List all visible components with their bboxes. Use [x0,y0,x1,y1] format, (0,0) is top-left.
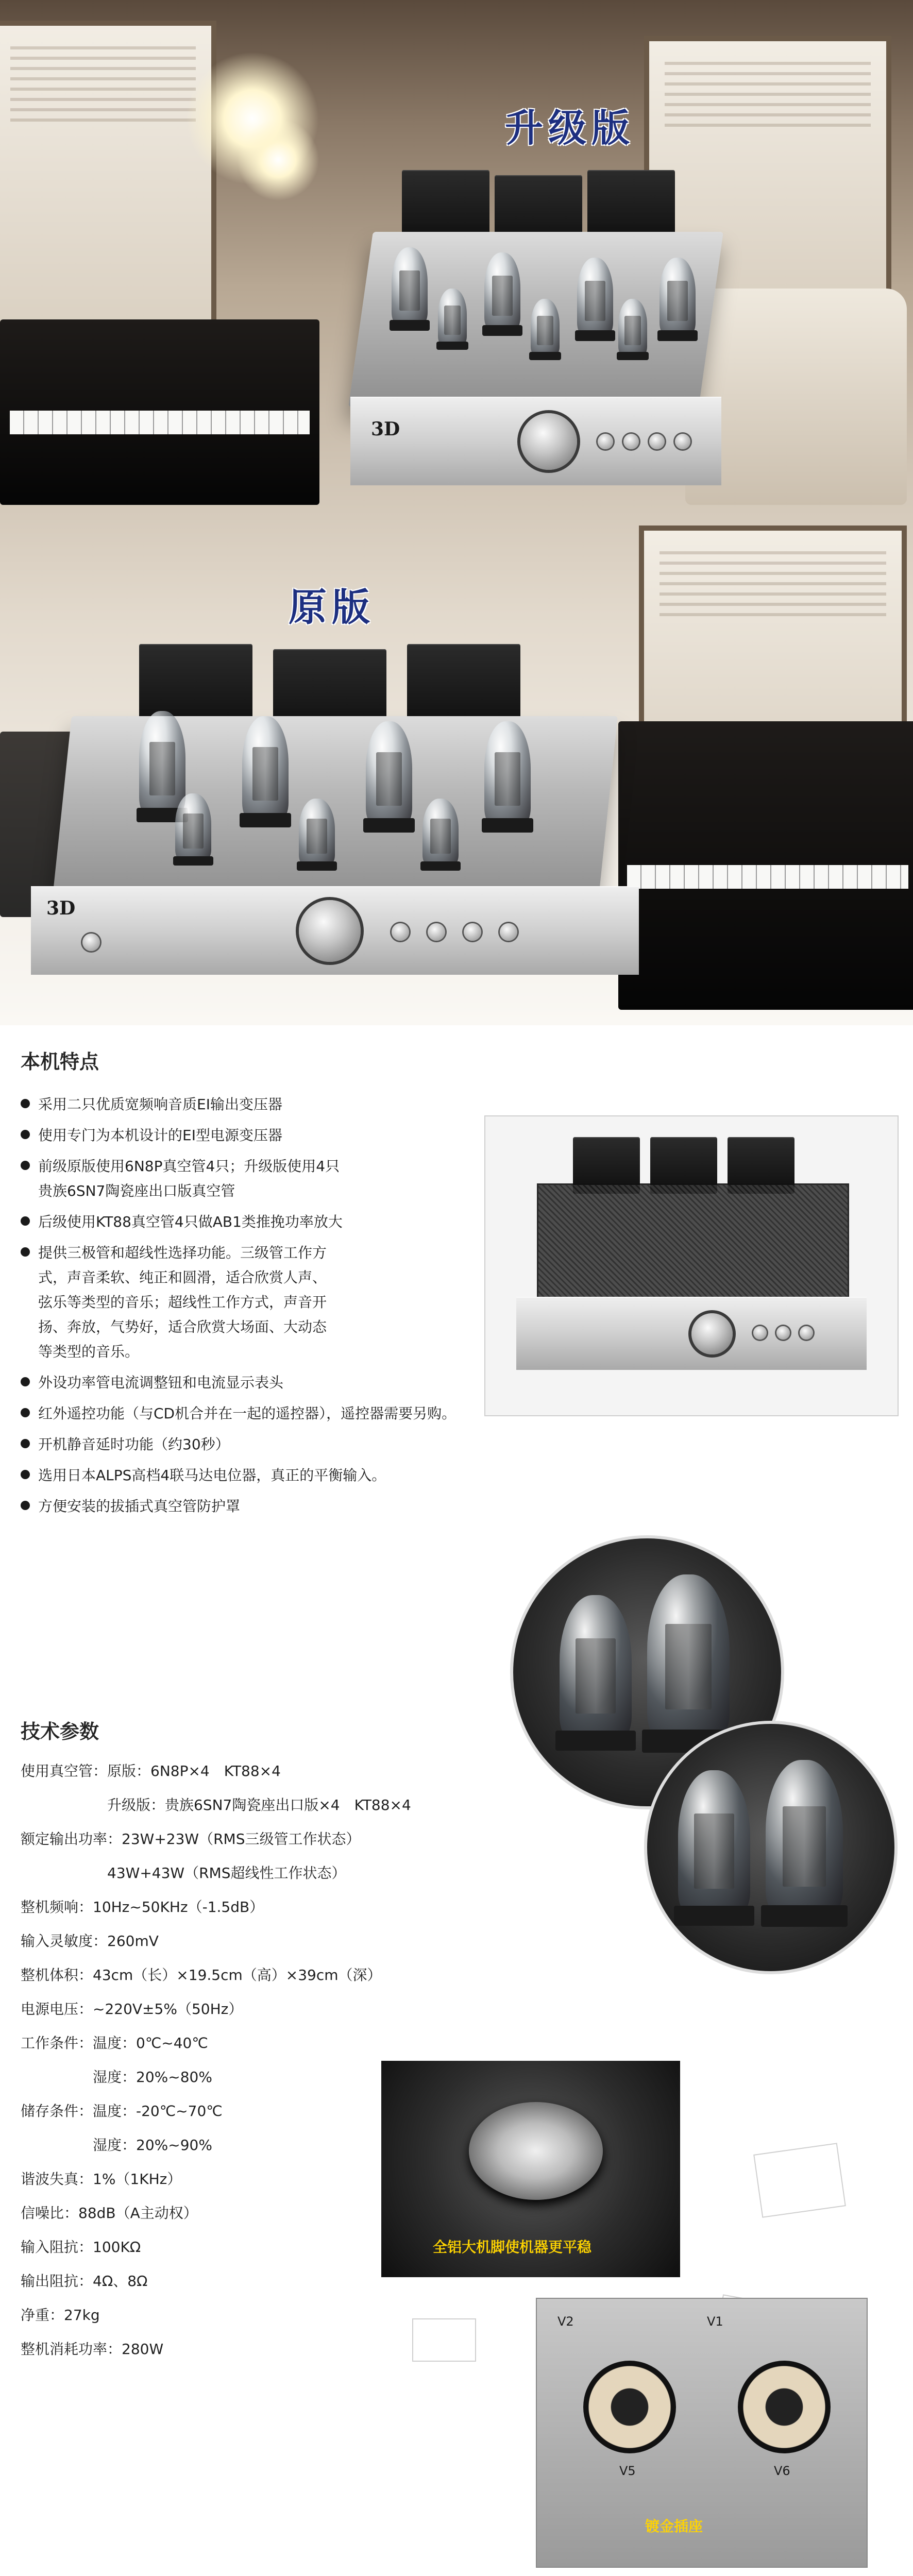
upgrade-version-title: 升级版 [505,106,635,150]
power-tube [366,721,412,824]
bullet-icon [21,1408,30,1417]
front-button [428,923,445,941]
feature-text: 后级使用KT88真空管4只做AB1类推挽功率放大 [38,1213,343,1230]
preamp-tube [422,799,459,866]
power-tube [139,711,185,814]
tube-cage [537,1183,849,1300]
volume-knob [691,1313,733,1354]
upgrade-amplifier-image [361,170,711,500]
front-button [598,434,613,449]
brand-logo: 3D [46,897,76,919]
spec-row: 整机消耗功率：280W [21,2341,164,2358]
power-tube [484,721,531,824]
spec-row: 输入阻抗：100KΩ [21,2239,141,2256]
volume-knob [520,413,577,470]
front-button [800,1326,813,1340]
feature-text: 提供三极管和超线性选择功能。三级管工作方 [38,1244,327,1261]
feature-item [21,1092,484,1117]
spec-row: 升级版：贵族6SN7陶瓷座出口版×4 KT88×4 [21,1797,411,1814]
bullet-icon [21,1377,30,1386]
bullet-icon [21,1439,30,1448]
front-button [776,1326,790,1340]
power-tube [766,1760,843,1914]
spec-row: 湿度：20%~80% [21,2069,212,2086]
features-list [21,1092,484,1525]
spec-row: 输出阻抗：4Ω、8Ω [21,2273,148,2290]
ceiling-lamp-2 [237,118,319,201]
power-tube [678,1770,750,1914]
feature-item [21,1123,484,1148]
original-version-title: 原版 [289,585,375,630]
feature-text: 选用日本ALPS高档4联马达电位器，真正的平衡输入。 [38,1467,386,1484]
bullet-icon [21,1470,30,1479]
power-button [82,934,100,951]
socket-label: V6 [774,2464,790,2478]
feature-item [21,1154,484,1204]
upright-piano [618,721,913,1010]
specs-heading: 技术参数 [21,1720,99,1743]
feature-item [21,1432,484,1457]
feature-item [21,1210,484,1234]
front-button [500,923,517,941]
feature-text: 开机静音延时功能（约30秒） [38,1436,230,1453]
spec-row: 43W+43W（RMS超线性工作状态） [21,1865,346,1882]
front-button [753,1326,767,1340]
feature-text: 外设功率管电流调整钮和电流显示表头 [38,1374,284,1391]
spec-row: 信噪比：88dB（A主动权） [21,2205,198,2222]
feature-item [21,1463,484,1488]
bullet-icon [21,1130,30,1139]
aluminum-foot [469,2102,603,2200]
aluminum-foot-photo [381,2061,680,2277]
feature-text: 方便安装的拔插式真空管防护罩 [38,1498,241,1515]
preamp-tube [299,799,335,866]
brand-logo: 3D [371,418,400,440]
spec-row: 谐波失真：1%（1KHz） [21,2171,182,2188]
feature-text: 扬、奔放，气势好，适合欣赏大场面、大动态 [38,1318,327,1335]
power-tube [647,1574,730,1739]
original-amplifier-image [31,644,639,974]
volume-knob [299,900,361,962]
grand-piano-left [0,319,319,505]
spec-row: 整机频响：10Hz~50KHz（-1.5dB） [21,1899,264,1916]
spec-row: 整机体积：43cm（长）×19.5cm（高）×39cm（深） [21,1967,382,1984]
tube-socket [583,2361,676,2453]
amp-front-panel [516,1297,867,1370]
hero-banner [0,0,913,1025]
power-tube [392,247,428,325]
feature-text: 弦乐等类型的音乐；超线性工作方式，声音开 [38,1294,327,1311]
preamp-tube [175,793,211,860]
front-button [464,923,481,941]
feature-text: 使用专门为本机设计的EI型电源变压器 [38,1127,282,1144]
tube-closeup-photo-2 [644,1721,898,1974]
spec-row: 工作条件：温度：0℃~40℃ [21,2035,208,2052]
spec-row: 湿度：20%~90% [21,2137,212,2154]
feature-item [21,1401,484,1426]
socket-label: V2 [557,2314,574,2329]
front-button [649,434,665,449]
spec-row: 电源电压：~220V±5%（50Hz） [21,2001,243,2018]
power-tube [560,1595,632,1739]
power-tube [660,258,696,335]
bullet-icon [21,1247,30,1257]
spec-row: 使用真空管：原版：6N8P×4 KT88×4 [21,1762,281,1780]
preamp-tube [531,299,560,355]
spec-row: 净重：27kg [21,2307,100,2324]
bullet-icon [21,1161,30,1170]
feature-text: 贵族6SN7陶瓷座出口版真空管 [38,1182,235,1199]
feature-text: 前级原版使用6N8P真空管4只；升级版使用4只 [38,1158,340,1175]
feature-text: 等类型的音乐。 [38,1343,140,1360]
front-button [392,923,409,941]
preamp-tube [438,289,467,345]
bullet-icon [21,1501,30,1510]
power-tube [242,716,289,819]
amp-front-panel [350,397,721,485]
feature-text: 式，声音柔软、纯正和圆滑，适合欣赏人声、 [38,1269,327,1286]
spec-row: 额定输出功率：23W+23W（RMS三级管工作状态） [21,1831,361,1848]
power-tube [484,252,520,330]
features-heading: 本机特点 [21,1050,99,1073]
feature-item [21,1241,484,1364]
feature-product-photo [484,1115,899,1416]
gold-socket-photo [536,2298,868,2568]
socket-caption: 镀金插座 [645,2518,703,2535]
front-button [675,434,690,449]
amp-front-panel [31,886,639,975]
spec-row: 输入灵敏度：260mV [21,1933,159,1950]
feature-text: 红外遥控功能（与CD机合并在一起的遥控器），遥控器需要另购。 [38,1405,457,1422]
decorative-frame [412,2318,476,2362]
tube-socket [738,2361,831,2453]
power-tube [577,258,613,335]
socket-label: V5 [619,2464,636,2478]
foot-caption: 全铝大机脚使机器更平稳 [433,2239,592,2256]
front-button [623,434,639,449]
bullet-icon [21,1099,30,1108]
preamp-tube [618,299,647,355]
feature-text: 采用二只优质宽频响音质EI输出变压器 [38,1096,282,1113]
decorative-frame [753,2143,846,2218]
feature-item [21,1370,484,1395]
spec-row: 储存条件：温度：-20℃~70℃ [21,2103,223,2120]
room-window-left [0,21,216,350]
feature-item [21,1494,484,1519]
socket-label: V1 [707,2314,723,2329]
bullet-icon [21,1216,30,1226]
